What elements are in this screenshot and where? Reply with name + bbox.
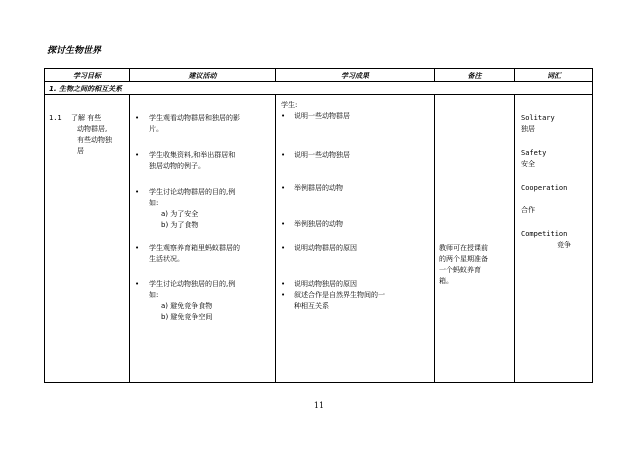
section-heading: 1. 生物之间的相互关系 — [49, 85, 122, 93]
activity-subitem: a) 为了安全 — [161, 210, 199, 218]
note-line: 教师可在授课前 — [439, 244, 488, 252]
bullet-icon: • — [281, 220, 286, 228]
outcome-line: 说明动物独居的原因 — [294, 280, 357, 288]
outcomes-intro: 学生: — [281, 101, 298, 109]
activity-line: 学生观察养育箱里蚂蚁群居的 — [149, 244, 240, 252]
bullet-icon: • — [281, 184, 286, 192]
activity-line: 学生观看动物群居和独居的影 — [149, 114, 240, 122]
document-title: 探讨生物世界 — [47, 46, 102, 56]
bullet-icon: • — [281, 280, 286, 288]
outcome-line: 说明一些动物独居 — [294, 151, 350, 159]
header-notes: 备注 — [467, 72, 482, 80]
bullet-icon: • — [135, 188, 140, 196]
outcome-line: 说明动物群居的原因 — [294, 244, 357, 252]
vocab-cooperation-zh: 合作 — [521, 206, 535, 214]
header-activities: 建议活动 — [188, 72, 217, 80]
vocab-competition-zh: 竞争 — [557, 241, 571, 249]
bullet-icon: • — [281, 112, 286, 120]
activity-line: 独居动物的例子。 — [149, 162, 205, 170]
page-number: 11 — [313, 401, 325, 410]
objective-number: 1.1 — [49, 114, 62, 122]
activity-line: 学生讨论动物群居的目的,例 — [149, 188, 236, 196]
bullet-icon: • — [135, 280, 140, 288]
vocab-competition-en: Competition — [521, 230, 568, 238]
activity-line: 学生讨论动物独居的目的,例 — [149, 280, 236, 288]
header-vocabulary: 词汇 — [547, 72, 561, 80]
objective-line: 动物群居, — [77, 125, 108, 133]
bullet-icon: • — [135, 114, 140, 122]
note-line: 箱。 — [439, 277, 453, 285]
vocab-solitary-zh: 独居 — [521, 125, 535, 133]
activity-subitem: b) 为了食物 — [161, 221, 199, 229]
activity-subitem: b) 避免竞争空间 — [161, 313, 213, 321]
header-objective: 学习目标 — [73, 72, 101, 80]
objective-line: 居 — [77, 147, 84, 155]
outcome-line: 叙述合作是自然界生物间的一 — [294, 291, 385, 299]
outcome-line: 种相互关系 — [294, 302, 329, 310]
column-divider — [434, 94, 435, 382]
bullet-icon: • — [135, 244, 140, 252]
vocab-safety-zh: 安全 — [521, 160, 535, 168]
bullet-icon: • — [135, 151, 140, 159]
bullet-icon: • — [281, 151, 286, 159]
activity-line: 如: — [149, 291, 159, 299]
objective-line: 了解 有些 — [71, 114, 102, 122]
vocab-cooperation-en: Cooperation — [521, 184, 568, 192]
outcome-line: 举例群居的动物 — [294, 184, 343, 192]
column-divider — [275, 94, 276, 382]
section-divider — [45, 94, 592, 95]
header-outcomes: 学习成果 — [341, 72, 369, 80]
objective-line: 有些动物独 — [77, 136, 112, 144]
column-divider — [129, 94, 130, 382]
activity-line: 如: — [149, 199, 159, 207]
activity-subitem: a) 避免竞争食物 — [161, 302, 213, 310]
column-divider — [514, 94, 515, 382]
note-line: 一个蚂蚁养育 — [439, 266, 481, 274]
vocab-solitary-en: Solitary — [521, 114, 555, 122]
bullet-icon: • — [281, 244, 286, 252]
activity-line: 学生收集资料,和举出群居和 — [149, 151, 236, 159]
curriculum-table — [44, 68, 593, 383]
outcome-line: 说明一些动物群居 — [294, 112, 350, 120]
activity-line: 片。 — [149, 125, 163, 133]
note-line: 的两个星期准备 — [439, 255, 488, 263]
activity-line: 生活状况。 — [149, 255, 184, 263]
outcome-line: 举例独居的动物 — [294, 220, 343, 228]
bullet-icon: • — [281, 291, 286, 299]
vocab-safety-en: Safety — [521, 149, 547, 157]
